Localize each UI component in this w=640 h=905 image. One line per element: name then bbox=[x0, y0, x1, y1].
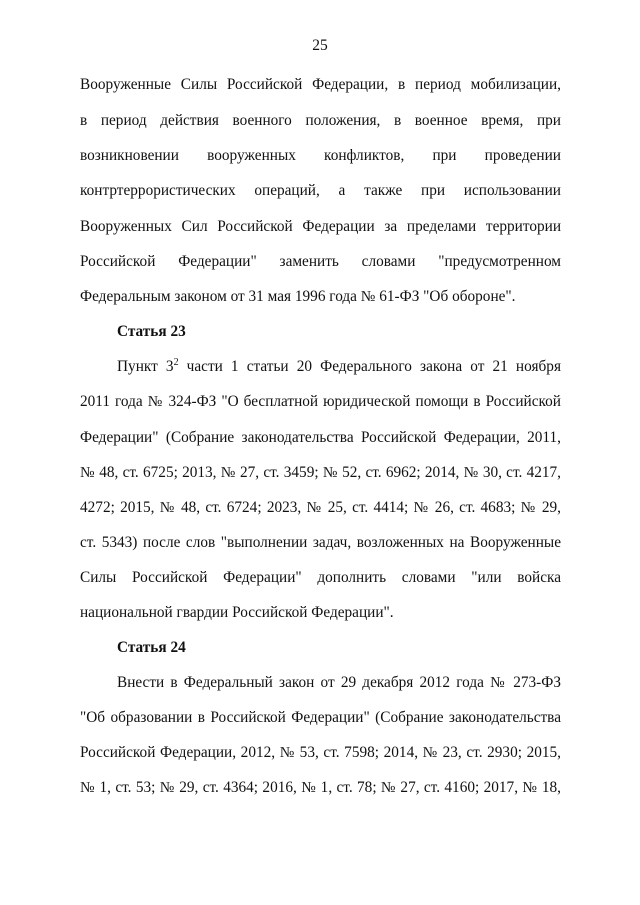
body-text-line: национальной гвардии Российской Федерации". bbox=[80, 604, 394, 621]
body-text-line: № 48, ст. 6725; 2013, № 27, ст. 3459; № 52, ст. 6962; 2014, № 30, ст. 4217, bbox=[80, 464, 561, 481]
body-text-fragment: части 1 статьи 20 Федерального закона от 21 ноября bbox=[178, 358, 561, 375]
body-text-line: Российской Федерации, 2012, № 53, ст. 7598; 2014, № 23, ст. 2930; 2015, bbox=[80, 744, 561, 761]
paragraph-first-line: Внести в Федеральный закон от 29 декабря 2012 года № 273-ФЗ bbox=[117, 674, 561, 691]
article-heading: Статья 24 bbox=[117, 639, 186, 656]
paragraph-first-line bbox=[117, 358, 561, 376]
body-text-line: 4272; 2015, № 48, ст. 6724; 2023, № 25, ст. 4414; № 26, ст. 4683; № 29, bbox=[80, 499, 561, 516]
body-text-line: Вооруженные Силы Российской Федерации, в период мобилизации, bbox=[80, 76, 561, 93]
body-text-line: Российской Федерации" заменить словами "предусмотренном bbox=[80, 253, 561, 270]
article-heading: Статья 23 bbox=[117, 323, 186, 340]
body-text-line: "Об образовании в Российской Федерации" (Собрание законодательства bbox=[80, 709, 561, 726]
body-text-line: контртеррористических операций, а также при использовании bbox=[80, 182, 561, 199]
body-text-line: 2011 года № 324-ФЗ "О бесплатной юридической помощи в Российской bbox=[80, 393, 561, 410]
body-text-line: в период действия военного положения, в военное время, при bbox=[80, 112, 561, 129]
body-text-line: Федеральным законом от 31 мая 1996 года № 61-ФЗ "Об обороне". bbox=[80, 288, 516, 305]
page-number: 25 bbox=[312, 37, 328, 54]
body-text-line: возникновении вооруженных конфликтов, при проведении bbox=[80, 147, 561, 164]
body-text-line: ст. 5343) после слов "выполнении задач, возложенных на Вооруженные bbox=[80, 534, 561, 551]
body-text-fragment: Пункт 3 bbox=[117, 358, 174, 375]
body-text-line: № 1, ст. 53; № 29, ст. 4364; 2016, № 1, ст. 78; № 27, ст. 4160; 2017, № 18, bbox=[80, 779, 561, 796]
superscript: 2 bbox=[173, 357, 179, 368]
body-text-line: Силы Российской Федерации" дополнить словами "или войска bbox=[80, 569, 561, 586]
body-text-line: Вооруженных Сил Российской Федерации за пределами территории bbox=[80, 218, 561, 235]
body-text-line: Федерации" (Собрание законодательства Российской Федерации, 2011, bbox=[80, 429, 561, 446]
